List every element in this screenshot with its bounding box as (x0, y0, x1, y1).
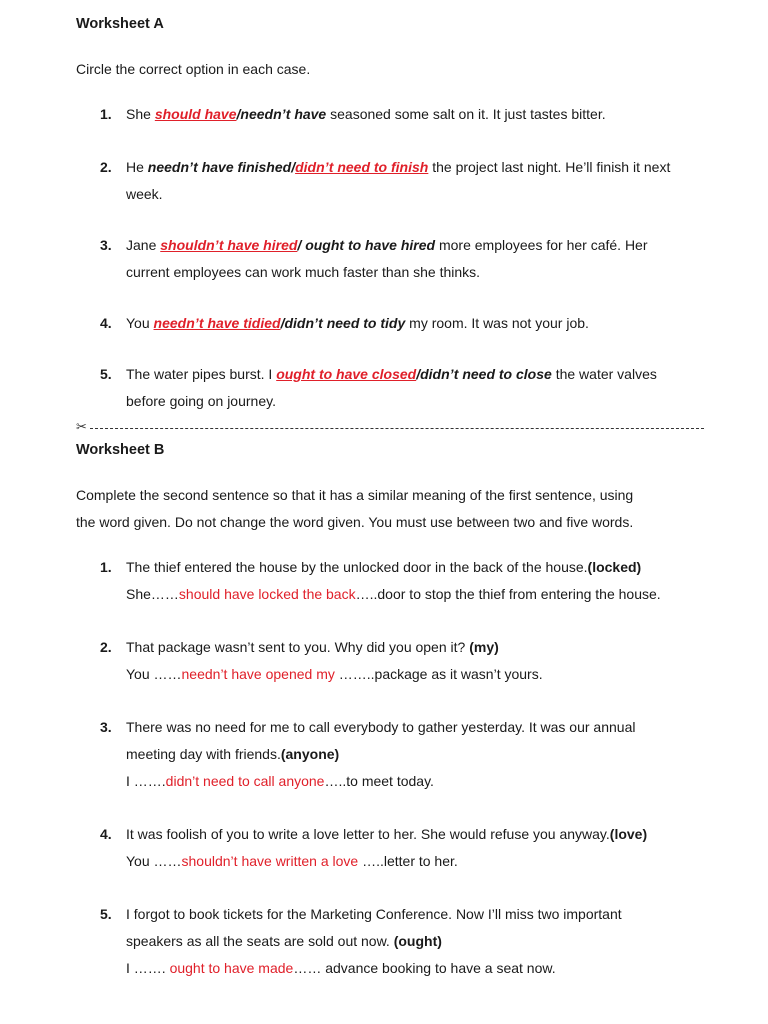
worksheet-b-list (76, 554, 716, 982)
answer-prefix: I ……. (126, 773, 166, 789)
cut-line-divider (76, 419, 704, 434)
worksheet-b-instruction (76, 482, 716, 536)
question-text: meeting day with friends. (126, 746, 281, 762)
answer-text[interactable]: shouldn’t have written a love (181, 853, 359, 869)
keyword: (my) (469, 639, 499, 655)
item-number: 3. (100, 719, 112, 735)
worksheet-a-title: Worksheet A (76, 16, 164, 32)
answer-suffix: …… advance booking to have a seat now. (293, 960, 556, 976)
item-text: She (126, 106, 155, 122)
question-text: That package wasn’t sent to you. Why did you open it? (126, 639, 470, 655)
worksheet-b-title: Worksheet B (76, 442, 165, 458)
item-number: 2. (100, 639, 112, 655)
question-text: There was no need for me to call everybody to gather yesterday. It was our annual (126, 719, 636, 735)
answer-suffix: …..letter to her. (358, 853, 458, 869)
keyword: (love) (609, 826, 648, 842)
worksheet-b-section (76, 436, 716, 982)
item-text: He (126, 159, 148, 175)
item-text: my room. It was not your job. (405, 315, 589, 331)
item-number: 4. (100, 315, 112, 331)
worksheet-b-item-3 (76, 714, 716, 795)
keyword: (anyone) (280, 746, 340, 762)
worksheet-a-list (76, 101, 716, 415)
correct-option[interactable]: should have (154, 106, 237, 122)
answer-suffix: …..door to stop the thief from entering the house. (355, 586, 661, 602)
item-text: before going on journey. (126, 393, 276, 409)
option-separator: / (236, 106, 241, 122)
item-number: 1. (100, 106, 112, 122)
item-text: week. (126, 186, 163, 202)
item-number: 3. (100, 237, 112, 253)
answer-text[interactable]: ought to have made (169, 960, 294, 976)
worksheet-b-item-5 (76, 901, 716, 982)
worksheet-b-item-1 (76, 554, 716, 608)
item-text: You (126, 315, 154, 331)
item-text: Jane (126, 237, 161, 253)
answer-prefix: You …… (126, 853, 182, 869)
worksheet-a-item-5 (76, 361, 716, 415)
question-text: I forgot to book tickets for the Marketing Conference. Now I’ll miss two important (126, 906, 622, 922)
item-text: the water valves (551, 366, 657, 382)
worksheet-a-item-4 (76, 310, 716, 337)
item-number: 4. (100, 826, 112, 842)
answer-suffix: …..to meet today. (324, 773, 434, 789)
item-text: seasoned some salt on it. It just tastes bitter. (326, 106, 606, 122)
item-number: 1. (100, 559, 112, 575)
question-text: The thief entered the house by the unlocked door in the back of the house. (126, 559, 588, 575)
item-text: more employees for her café. Her (435, 237, 648, 253)
worksheet-a-item-2 (76, 154, 716, 208)
item-number: 5. (100, 366, 112, 382)
item-text: current employees can work much faster than she thinks. (126, 264, 481, 280)
worksheet-a-instruction: Circle the correct option in each case. (76, 61, 311, 77)
answer-text[interactable]: needn’t have opened my (181, 666, 335, 682)
alternate-option[interactable]: didn’t need to tidy (284, 315, 406, 331)
option-separator: / (280, 315, 285, 331)
instruction-line: Complete the second sentence so that it has a similar meaning of the first sentence, using (76, 487, 634, 503)
correct-option[interactable]: shouldn’t have hired (160, 237, 298, 253)
item-number: 5. (100, 906, 112, 922)
correct-option[interactable]: didn’t need to finish (295, 159, 429, 175)
keyword: (locked) (587, 559, 642, 575)
question-text: It was foolish of you to write a love letter to her. She would refuse you anyway. (126, 826, 610, 842)
answer-text[interactable]: should have locked the back (178, 586, 356, 602)
correct-option[interactable]: ought to have closed (276, 366, 417, 382)
dashed-line (90, 428, 704, 429)
alternate-option[interactable]: didn’t need to close (420, 366, 552, 382)
option-separator: / (297, 237, 306, 253)
worksheet-page (76, 10, 716, 415)
worksheet-a-item-1 (76, 101, 716, 128)
worksheet-b-item-4 (76, 821, 716, 875)
answer-text[interactable]: didn’t need to call anyone (165, 773, 325, 789)
item-text: the project last night. He’ll finish it next (428, 159, 671, 175)
scissors-icon: ✂ (76, 419, 87, 434)
answer-prefix: I ……. (126, 960, 170, 976)
answer-prefix: You …… (126, 666, 182, 682)
alternate-option[interactable]: ought to have hired (305, 237, 436, 253)
option-separator: / (416, 366, 421, 382)
keyword: (ought) (393, 933, 442, 949)
answer-prefix: She…… (126, 586, 179, 602)
answer-suffix: ……..package as it wasn’t yours. (334, 666, 543, 682)
correct-option[interactable]: needn’t have tidied (153, 315, 281, 331)
option-separator: / (291, 159, 296, 175)
item-number: 2. (100, 159, 112, 175)
instruction-line: the word given. Do not change the word given. You must use between two and five words. (76, 514, 634, 530)
alternate-option[interactable]: needn’t have finished (147, 159, 292, 175)
question-text: speakers as all the seats are sold out now. (126, 933, 394, 949)
item-text: The water pipes burst. I (126, 366, 277, 382)
alternate-option[interactable]: needn’t have (240, 106, 327, 122)
worksheet-b-item-2 (76, 634, 716, 688)
worksheet-a-item-3 (76, 232, 716, 286)
